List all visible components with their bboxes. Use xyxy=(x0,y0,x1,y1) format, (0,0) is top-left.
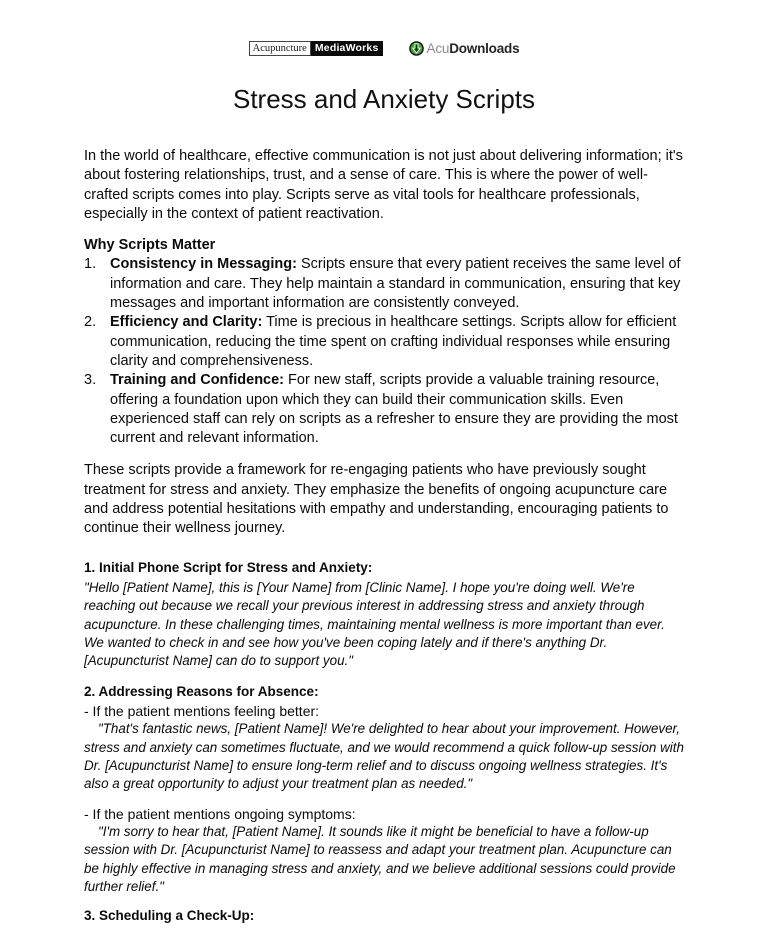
case-label-feeling-better: - If the patient mentions feeling better: xyxy=(84,702,320,719)
script-heading-scheduling-checkup: 3. Scheduling a Check-Up: xyxy=(84,908,255,924)
acudownloads-logo-suffix: Downloads xyxy=(449,40,520,56)
script-section-initial-phone xyxy=(84,559,684,671)
case-label-ongoing-symptoms: - If the patient mentions ongoing symptoms: xyxy=(84,805,356,822)
page-title: Stress and Anxiety Scripts xyxy=(232,84,536,114)
acupuncture-mediaworks-logo-block-text: MediaWorks xyxy=(311,41,383,56)
script-heading: 1. Initial Phone Script for Stress and Anxiety: xyxy=(84,559,373,575)
framework-paragraph: These scripts provide a framework for re-engaging patients who have previously sought treatment for stress and anxiety. They emphasize the benefits of ongoing acupuncture care and address potential hesitations with empathy and understanding, encouraging patients to continue their wellness journey. xyxy=(84,462,669,537)
list-item xyxy=(84,313,684,371)
acupuncture-mediaworks-logo-serif-text: Acupuncture xyxy=(249,41,311,56)
intro-paragraph: In the world of healthcare, effective communication is not just about delivering information; it's about fostering relationships, trust, and a sense of care. This is where the power of well-crafted scripts comes into play. Scripts serve as vital tools for healthcare professionals, especially in the context of patient reactivation. xyxy=(84,148,683,222)
list-item-lead: Training and Confidence: xyxy=(110,372,285,389)
acupuncture-mediaworks-logo xyxy=(249,41,383,56)
script-quote: "Hello [Patient Name], this is [Your Name] from [Clinic Name]. I hope you're doing well. We're reaching out because we recall your previous interest in addressing stress and anxiety through acupuncture. In these challenging times, maintaining mental wellness is more important than ever. We wanted to check in and see how you've been coping lately and if there's anything Dr. [Acupuncturist Name] can do to support you." xyxy=(84,579,665,669)
script-quote: "I'm sorry to hear that, [Patient Name]. It sounds like it might be beneficial to have a follow-up session with Dr. [Acupuncturist Name] to reassess and adapt your treatment plan. Acupuncture can be highly effective in managing stress and anxiety, and we believe additional sessions could provide further relief." xyxy=(84,824,676,894)
document-body xyxy=(84,147,684,926)
list-item-number: 1. xyxy=(84,256,97,273)
header-logos xyxy=(0,40,768,56)
list-item-body: Time is precious in healthcare settings. Scripts allow for efficient communication, reducing the time spent on crafting individual responses while ensuring clarity and comprehensiveness. xyxy=(110,314,677,369)
list-item-lead: Consistency in Messaging: xyxy=(110,256,297,273)
why-scripts-matter-list xyxy=(84,255,684,448)
acudownloads-download-circle-icon xyxy=(409,41,427,56)
script-section-absence-reasons xyxy=(84,683,684,896)
why-scripts-matter-heading: Why Scripts Matter xyxy=(84,237,216,254)
list-item-text xyxy=(110,255,684,313)
list-item-number: 2. xyxy=(84,314,97,331)
list-item-body: Scripts ensure that every patient receives the same level of information and care. They help maintain a standard in communication, ensuring that key messages and important information are consistently conveyed. xyxy=(110,256,681,312)
script-quote: "That's fantastic news, [Patient Name]! We're delighted to hear about your improvement. However, stress and anxiety can sometimes fluctuate, and we would recommend a quick follow-up session with Dr. [Acupuncturist Name] to ensure long-term relief and to discuss ongoing wellness strategies. It's also a great opportunity to adjust your treatment plan as needed." xyxy=(84,721,684,792)
list-item-text xyxy=(110,313,684,371)
script-heading: 2. Addressing Reasons for Absence: xyxy=(84,684,319,700)
list-item-number: 3. xyxy=(84,372,97,389)
list-item xyxy=(84,371,684,448)
list-item-lead: Efficiency and Clarity: xyxy=(110,314,263,331)
acudownloads-logo xyxy=(409,41,520,56)
list-item-text xyxy=(110,371,684,448)
acudownloads-logo-prefix: Acu xyxy=(426,40,450,56)
list-item-body: For new staff, scripts provide a valuable training resource, offering a foundation upon which they can build their communication skills. Even experienced staff can rely on scripts as a refresher to ensure they are providing the most current and relevant information. xyxy=(110,372,678,447)
list-item xyxy=(84,255,684,313)
